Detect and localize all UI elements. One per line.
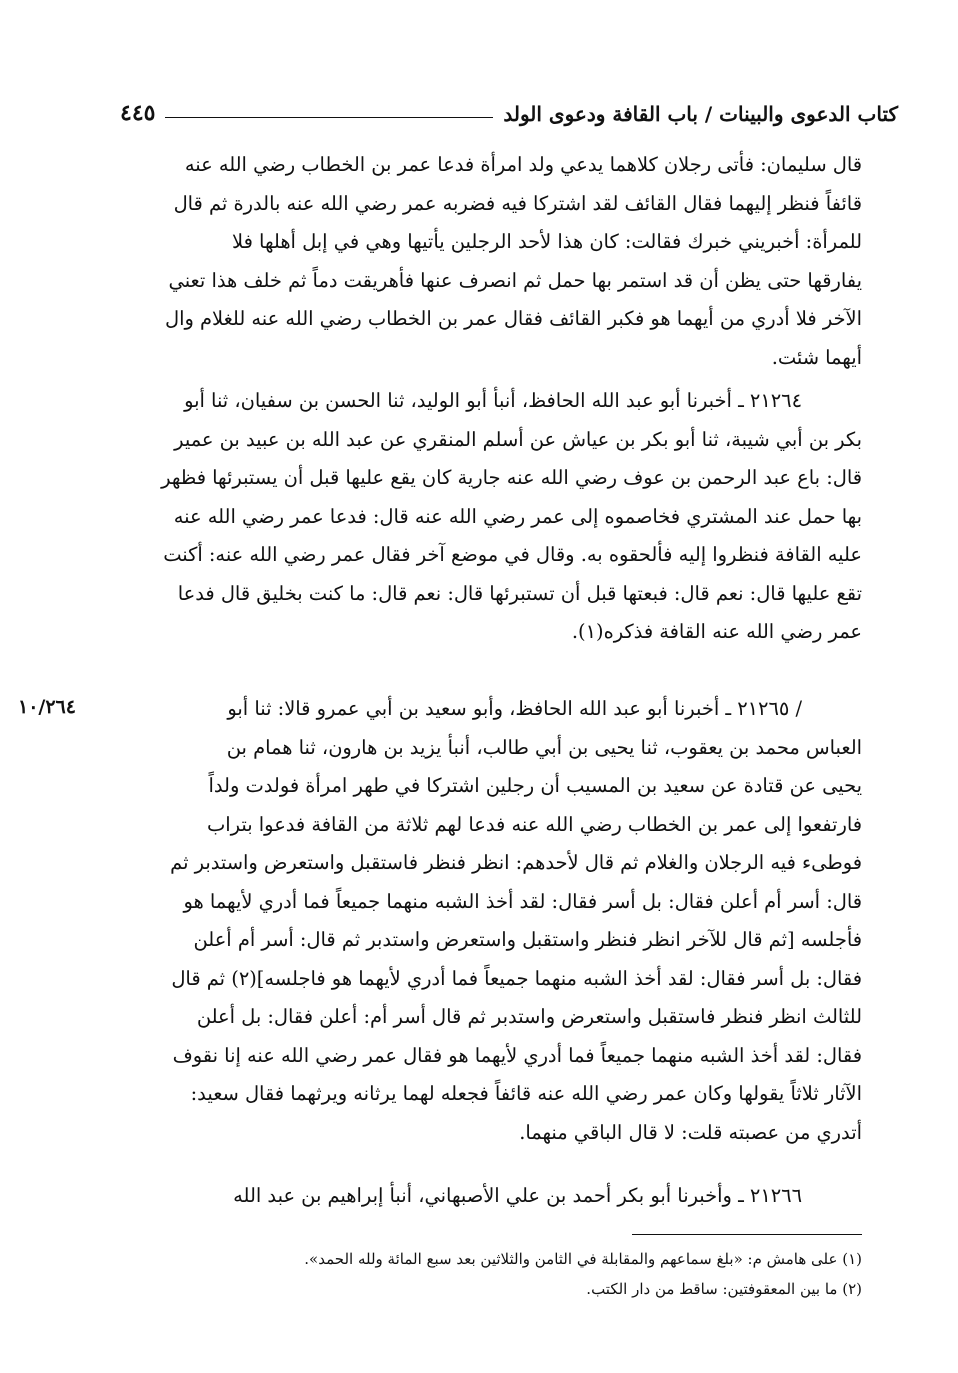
paragraph-2 (128, 382, 862, 652)
text-line: أتدري من عصبته قلت: لا قال الباقي منهما. (519, 1120, 862, 1144)
text-line: يفارقها حتى يظن أن قد استمر بها حمل ثم انصرف عنها فأهريقت دماً ثم خلف هذا تعني (168, 268, 862, 292)
text-line: بكر بن أبي شيبة، ثنا أبو بكر بن عياش عن أسلم المنقري عن عبد الله بن عبيد بن عمير (174, 427, 862, 451)
text-line: قال: باع عبد الرحمن بن عوف رضي الله عنه جارية كان يقع عليها قبل أن يستبرئها فظهر (161, 466, 862, 489)
margin-reference: ١٠/٢٦٤ (18, 696, 76, 718)
running-header (120, 86, 898, 126)
paragraph-4 (128, 1177, 862, 1216)
text-line: الآثار ثلاثاً يقولها وكان عمر رضي الله عنه قائفاً فجعله لهما يرثانه ويرثهما فقال سعيد: (190, 1082, 862, 1105)
text-line: يحيى عن قتادة عن سعيد بن المسيب أن رجلين اشتركا في طهر امرأة فولدت ولداً (208, 774, 862, 797)
text-line: / ٢١٢٦٥ ـ أخبرنا أبو عبد الله الحافظ، وأبو سعيد بن أبي عمرو قالا: ثنا أبو (227, 697, 802, 720)
text-line: فأجلسه [ثم قال للآخر انظر فنظر واستقبل واستعرض واستدبر ثم قال: أسر أم أعلن (193, 928, 862, 951)
text-line: بها حمل عند المشتري فخاصموه إلى عمر رضي الله عنه قال: فدعا عمر رضي الله عنه (173, 504, 862, 528)
text-line: قال سليمان: فأتى رجلان كلاهما يدعي ولد امرأة فدعا عمر بن الخطاب رضي الله عنه (184, 153, 862, 176)
text-line: ٢١٢٦٤ ـ أخبرنا أبو عبد الله الحافظ، أنبأ أبو الوليد، ثنا الحسن بن سفيان، ثنا أبو (184, 389, 802, 412)
text-line: العباس محمد بن يعقوب، ثنا يحيى بن أبي طالب، أنبأ يزيد بن هارون، ثنا همام بن (226, 735, 862, 759)
text-line: للمرأة: أخبريني خبرك فقالت: كان هذا لأحد الرجلين يأتيها وهي في إبل أهلها فلا (232, 230, 862, 253)
footnote-separator (632, 1234, 862, 1235)
text-line: فوطىء فيه الرجلان والغلام ثم قال لأحدهم: انظر فنظر فاستقبل واستعرض واستدبر ثم (170, 851, 862, 874)
footnotes (122, 1244, 862, 1304)
text-line: فارتفعوا إلى عمر بن الخطاب رضي الله عنه فدعا لهم ثلاثة من القافة فدعوا بتراب (207, 812, 862, 836)
footnote-1: (١) على هامش م: «بلغ سماعهم والمقابلة في الثامن والثلاثين بعد سبع المائة ولله الحمد». (304, 1250, 862, 1268)
text-line: فقال: لقد أخذ الشبه منهما جميعاً فما أدري لأيهما هو فقال عمر رضي الله عنه إنا نقوف (172, 1043, 862, 1067)
text-line: أيهما شئت. (771, 345, 862, 369)
header-rule (165, 117, 493, 118)
text-line: قائفاً فنظر إليهما فقال القائف لقد اشتركا فيه فضربه عمر رضي الله عنه بالدرة ثم قال (173, 191, 862, 215)
header-title: كتاب الدعوى والبينات / باب القافة ودعوى الولد (503, 102, 898, 126)
page-number: ٤٤٥ (120, 100, 156, 126)
text-line: ٢١٢٦٦ ـ وأخبرنا أبو بكر أحمد بن علي الأصبهاني، أنبأ إبراهيم بن عبد الله (233, 1184, 802, 1207)
text-line: عليه القافة فنظروا إليه فألحقوه به. وقال في موضع آخر فقال عمر رضي الله عنه: أكنت (163, 543, 862, 566)
footnote-2: (٢) ما بين المعقوفتين: ساقط من دار الكتب. (586, 1280, 862, 1298)
text-line: تقع عليها قال: نعم قال: فبعتها قبل أن تستبرئها قال: نعم قال: ما كنت بخليق قال فدعا (177, 581, 862, 605)
paragraph-3 (128, 690, 862, 1152)
paragraph-1 (128, 146, 862, 377)
text-line: قال: أسر أم أعلن فقال: بل أسر فقال: لقد أخذ الشبه منهما جميعاً فما أدري لأيهما هو (183, 889, 862, 913)
text-line: فقال: بل أسر فقال: لقد أخذ الشبه منهما جميعاً فما أدري لأيهما هو فاجلسه](٢) ثم قال (171, 966, 862, 990)
text-line: للثالث انظر فنظر فاستقبل واستعرض واستدبر ثم قال أسر أم: أعلن فقال: بل أعلن (196, 1005, 862, 1028)
text-line: الآخر فلا أدري من أيهما هو فكبر القائف فقال عمر بن الخطاب رضي الله عنه للغلام وال (164, 307, 862, 330)
text-line: عمر رضي الله عنه القافة فذكره(١). (571, 620, 862, 643)
